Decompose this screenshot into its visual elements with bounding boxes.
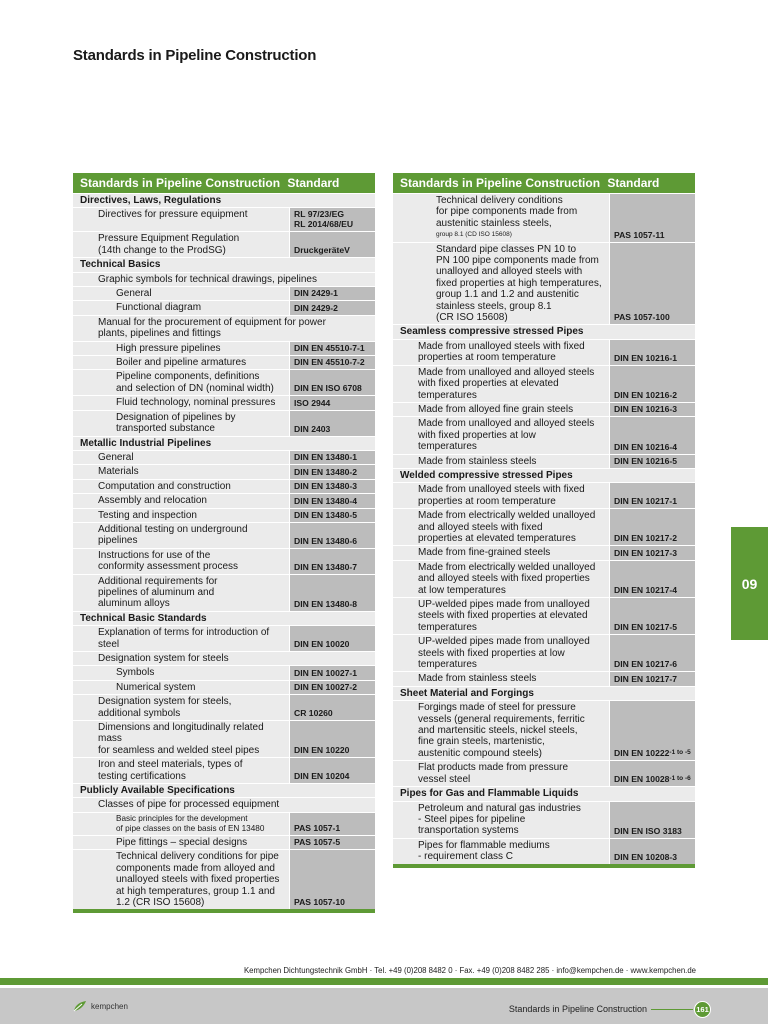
section-header bbox=[73, 193, 375, 207]
table-row bbox=[393, 454, 695, 468]
standard-code-text: DIN EN 10020 bbox=[294, 639, 350, 649]
standard-code bbox=[289, 232, 375, 257]
table-row bbox=[73, 574, 375, 611]
standard-code-text: DIN EN 10217-4 bbox=[614, 585, 678, 595]
row-label bbox=[393, 455, 609, 468]
standard-code bbox=[609, 366, 695, 402]
row-label-text: Designation system for steels bbox=[98, 653, 229, 664]
row-label bbox=[73, 208, 289, 231]
row-label bbox=[393, 701, 609, 760]
table-row bbox=[73, 548, 375, 574]
row-label bbox=[73, 666, 289, 679]
row-label bbox=[73, 509, 289, 522]
table-row bbox=[393, 634, 695, 671]
standard-code bbox=[609, 635, 695, 671]
row-label-text: Basic principles for the development of pipe classes on the basis of EN 13480 bbox=[116, 813, 265, 833]
standard-code bbox=[609, 787, 695, 800]
standard-code-range: -1 to -5 bbox=[669, 749, 691, 757]
row-label bbox=[393, 787, 609, 800]
row-label bbox=[393, 366, 609, 402]
table-row bbox=[73, 835, 375, 849]
row-label-text: Computation and construction bbox=[98, 480, 231, 492]
row-label-text: Made from stainless steels bbox=[418, 673, 537, 685]
table-row bbox=[73, 479, 375, 493]
standard-code bbox=[609, 455, 695, 468]
row-label-text: Additional requirements for pipelines of aluminum and aluminum alloys bbox=[98, 575, 218, 610]
table-header-std: Standard bbox=[287, 176, 340, 190]
row-label-text: Instructions for use of the conformity assessment process bbox=[98, 549, 239, 573]
section-header bbox=[393, 686, 695, 700]
row-label-text: Made from electrically welded unalloyed and alloyed steels with fixed properties at low temperatures bbox=[418, 561, 596, 596]
standard-code bbox=[289, 342, 375, 355]
standard-code-text: DIN EN 10217-7 bbox=[614, 673, 678, 684]
standard-code bbox=[609, 839, 695, 864]
standard-code bbox=[289, 695, 375, 720]
standard-code-text: DIN EN 45510-7-2 bbox=[294, 357, 365, 368]
standard-code-text: PAS 1057-5 bbox=[294, 837, 341, 848]
standard-code-text: DIN EN ISO 6708 bbox=[294, 383, 362, 394]
row-label-text: Technical delivery conditions for pipe components made from alloyed and unalloyed steels with fixed properties at high temperatures, group 1.1 and 1.2 (CR ISO 15608) bbox=[116, 851, 280, 908]
standard-code bbox=[289, 784, 375, 797]
row-label-text: Classes of pipe for processed equipment bbox=[98, 799, 280, 811]
row-label-text: Made from unalloyed steels with fixed properties at room temperature bbox=[418, 484, 585, 507]
table-row bbox=[73, 651, 375, 665]
row-label-text: Pipeline components, definitions and selection of DN (nominal width) bbox=[116, 371, 274, 394]
row-label-text: Graphic symbols for technical drawings, pipelines bbox=[98, 273, 317, 285]
standard-code-text: DIN EN 13480-2 bbox=[294, 466, 358, 477]
row-label-text: Designation of pipelines by transported substance bbox=[116, 411, 236, 435]
standard-code bbox=[289, 287, 375, 300]
row-label bbox=[73, 798, 375, 811]
standard-code-text: PAS 1057-1 bbox=[294, 822, 341, 833]
row-label-text: Made from fine-grained steels bbox=[418, 547, 551, 559]
standard-code bbox=[289, 575, 375, 611]
table-row bbox=[393, 365, 695, 402]
table-row bbox=[73, 450, 375, 464]
standard-code-text: DIN 2429-1 bbox=[294, 288, 338, 299]
row-label bbox=[73, 258, 289, 271]
row-label bbox=[393, 561, 609, 597]
row-label bbox=[393, 243, 609, 325]
standard-code-text: DIN 2403 bbox=[294, 423, 331, 434]
standard-code-text: DruckgeräteV bbox=[294, 245, 350, 256]
table-row bbox=[393, 838, 695, 864]
standard-code-text: DIN EN ISO 3183 bbox=[614, 825, 682, 836]
standard-code-text: CR 10260 bbox=[294, 708, 333, 719]
standard-code-range: -1 to -6 bbox=[669, 775, 691, 783]
standard-code bbox=[289, 721, 375, 757]
table-row bbox=[73, 231, 375, 257]
standards-table-right bbox=[393, 172, 695, 868]
standard-code-text: DIN EN 13480-4 bbox=[294, 495, 358, 506]
row-label bbox=[393, 483, 609, 508]
standard-code bbox=[609, 340, 695, 365]
row-label bbox=[73, 612, 289, 625]
row-label bbox=[73, 411, 289, 436]
row-label-text: General bbox=[116, 288, 152, 300]
row-label bbox=[73, 301, 289, 314]
table-row bbox=[393, 560, 695, 597]
table-header-std: Standard bbox=[607, 176, 660, 190]
row-label-text: Made from unalloyed and alloyed steels with fixed properties at low temperatures bbox=[418, 418, 595, 453]
row-label bbox=[73, 273, 375, 286]
row-label-text: Materials bbox=[98, 466, 139, 478]
row-label bbox=[73, 356, 289, 369]
section-header bbox=[73, 257, 375, 271]
table-row bbox=[73, 464, 375, 478]
row-label-text: Explanation of terms for introduction of steel bbox=[98, 627, 270, 650]
row-label bbox=[73, 316, 375, 341]
table-row bbox=[73, 720, 375, 757]
table-row bbox=[73, 341, 375, 355]
row-label-text: Made from stainless steels bbox=[418, 455, 537, 467]
row-label-text: Pipes for Gas and Flammable Liquids bbox=[400, 788, 579, 800]
standard-code-text: DIN EN 45510-7-1 bbox=[294, 343, 365, 354]
standard-code-text: DIN EN 10028 bbox=[614, 774, 670, 785]
row-label bbox=[73, 784, 289, 797]
standard-code-text: DIN EN 13480-3 bbox=[294, 481, 358, 492]
standard-code-text: DIN EN 13480-7 bbox=[294, 561, 358, 572]
row-label bbox=[393, 403, 609, 416]
table-row bbox=[73, 812, 375, 835]
standard-code-text: DIN EN 10222 bbox=[614, 748, 670, 759]
standard-code-text: DIN EN 10216-1 bbox=[614, 352, 678, 363]
section-header bbox=[393, 324, 695, 338]
row-label bbox=[73, 494, 289, 507]
row-label-text: Testing and inspection bbox=[98, 509, 197, 521]
standard-code bbox=[609, 761, 695, 786]
footer-title: Standards in Pipeline Construction bbox=[508, 1004, 647, 1014]
standards-table-left bbox=[73, 172, 375, 913]
standard-code-text: DIN EN 10208-3 bbox=[614, 851, 678, 862]
standard-code bbox=[609, 546, 695, 559]
standard-code bbox=[609, 483, 695, 508]
standard-code bbox=[609, 403, 695, 416]
standard-code-text: DIN EN 10216-4 bbox=[614, 441, 678, 452]
table-row bbox=[393, 339, 695, 365]
table-row bbox=[393, 193, 695, 242]
row-label-text: Made from alloyed fine grain steels bbox=[418, 403, 574, 415]
row-label bbox=[393, 546, 609, 559]
standard-code bbox=[289, 194, 375, 207]
table-header bbox=[73, 172, 375, 193]
row-label-text: Made from unalloyed and alloyed steels with fixed properties at elevated temperatures bbox=[418, 366, 595, 401]
standard-code bbox=[289, 494, 375, 507]
row-label-text: Directives, Laws, Regulations bbox=[80, 195, 222, 206]
section-header bbox=[393, 786, 695, 800]
row-label bbox=[73, 626, 289, 651]
table-row bbox=[393, 402, 695, 416]
row-label bbox=[73, 232, 289, 257]
standard-code bbox=[289, 465, 375, 478]
standard-code bbox=[289, 666, 375, 679]
table-row bbox=[73, 694, 375, 720]
standard-code bbox=[609, 598, 695, 634]
standard-code-text: DIN EN 10217-1 bbox=[614, 496, 678, 507]
standard-code bbox=[609, 687, 695, 700]
row-label-text: General bbox=[98, 451, 134, 463]
row-label bbox=[73, 437, 289, 450]
row-label-text: Technical delivery conditions for pipe components made from austenitic stainless steels, bbox=[436, 195, 578, 229]
section-header bbox=[73, 436, 375, 450]
standard-code-text: DIN EN 13480-5 bbox=[294, 509, 358, 520]
row-label bbox=[393, 687, 609, 700]
row-label-text: Additional testing on underground pipelines bbox=[98, 523, 248, 547]
row-label-text: Metallic Industrial Pipelines bbox=[80, 437, 212, 449]
table-row bbox=[73, 286, 375, 300]
row-label-text: Directives for pressure equipment bbox=[98, 209, 248, 221]
table-row bbox=[393, 700, 695, 760]
page-title: Standards in Pipeline Construction bbox=[73, 47, 317, 64]
standard-code bbox=[609, 672, 695, 685]
table-header-label: Standards in Pipeline Construction bbox=[400, 176, 601, 190]
row-label bbox=[393, 839, 609, 864]
standard-code-text: DIN EN 10217-6 bbox=[614, 659, 678, 670]
row-label-text: Technical Basic Standards bbox=[80, 612, 207, 624]
table-row bbox=[73, 522, 375, 548]
row-label bbox=[73, 549, 289, 574]
row-label-text: Pipe fittings – special designs bbox=[116, 836, 248, 848]
table-row bbox=[393, 242, 695, 325]
row-label-text: Technical Basics bbox=[80, 259, 161, 271]
standard-code-text: ISO 2944 bbox=[294, 397, 331, 408]
table-row bbox=[73, 369, 375, 395]
standard-code-text: DIN EN 13480-1 bbox=[294, 452, 358, 463]
row-label bbox=[73, 758, 289, 783]
row-label-text: High pressure pipelines bbox=[116, 342, 221, 354]
standard-code bbox=[289, 758, 375, 783]
row-label bbox=[393, 509, 609, 545]
standard-code-text: DIN EN 10216-5 bbox=[614, 455, 678, 466]
row-label bbox=[73, 523, 289, 548]
row-label-text: Made from electrically welded unalloyed and alloyed steels with fixed properties at elevated temperatures bbox=[418, 510, 596, 544]
standard-code bbox=[609, 469, 695, 482]
brand-name: kempchen bbox=[91, 1001, 128, 1011]
row-label-text: Flat products made from pressure vessel steel bbox=[418, 762, 569, 785]
row-label bbox=[393, 417, 609, 453]
table-row bbox=[73, 757, 375, 783]
page-number: 161 bbox=[694, 1001, 711, 1018]
standard-code-text: PAS 1057-11 bbox=[614, 229, 665, 240]
standard-code bbox=[609, 802, 695, 838]
standard-code bbox=[289, 626, 375, 651]
contact-info: Kempchen Dichtungstechnik GmbH · Tel. +49 (0)208 8482 0 · Fax. +49 (0)208 8482 285 · info@kempchen.de · www.kempchen.de bbox=[243, 966, 696, 975]
leaf-icon bbox=[73, 1000, 87, 1012]
standard-code bbox=[609, 561, 695, 597]
row-label bbox=[73, 194, 289, 207]
standard-code bbox=[289, 301, 375, 314]
row-label bbox=[73, 342, 289, 355]
table-row bbox=[73, 797, 375, 811]
table-row bbox=[73, 207, 375, 231]
standard-code bbox=[609, 325, 695, 338]
section-header bbox=[393, 468, 695, 482]
row-label bbox=[73, 836, 289, 849]
row-label-text: Assembly and relocation bbox=[98, 495, 207, 507]
standard-code-text: DIN EN 10216-2 bbox=[614, 389, 678, 400]
standard-code bbox=[289, 411, 375, 436]
standard-code bbox=[289, 396, 375, 409]
footer-divider bbox=[0, 978, 768, 985]
row-label-text: Seamless compressive stressed Pipes bbox=[400, 326, 584, 338]
table-header-label: Standards in Pipeline Construction bbox=[80, 176, 281, 190]
standard-code bbox=[289, 370, 375, 395]
row-label bbox=[393, 325, 609, 338]
standard-code-text: DIN 2429-2 bbox=[294, 302, 338, 313]
footer-line bbox=[651, 1009, 693, 1010]
row-label bbox=[73, 465, 289, 478]
row-label bbox=[73, 850, 289, 909]
standard-code-text: DIN EN 10217-5 bbox=[614, 622, 678, 633]
standard-code bbox=[289, 612, 375, 625]
standard-code bbox=[289, 480, 375, 493]
standard-code bbox=[289, 437, 375, 450]
standard-code bbox=[609, 194, 695, 242]
row-label bbox=[73, 575, 289, 611]
table-row bbox=[73, 300, 375, 314]
standard-code bbox=[609, 701, 695, 760]
standard-code bbox=[289, 850, 375, 909]
standard-code bbox=[289, 451, 375, 464]
standard-code-text: DIN EN 10217-2 bbox=[614, 533, 678, 544]
row-label-text: Publicly Available Specifications bbox=[80, 785, 235, 797]
standard-code bbox=[609, 417, 695, 453]
row-label bbox=[393, 598, 609, 634]
table-row bbox=[393, 801, 695, 838]
row-label bbox=[393, 340, 609, 365]
table-row bbox=[393, 597, 695, 634]
row-label-sub: group 8.1 (CD ISO 15608) bbox=[436, 231, 512, 239]
standard-code-text: RL 97/23/EG RL 2014/68/EU bbox=[294, 209, 354, 230]
standard-code bbox=[289, 208, 375, 231]
table-row bbox=[393, 545, 695, 559]
table-row bbox=[393, 482, 695, 508]
table-row bbox=[393, 416, 695, 453]
standard-code-text: DIN EN 13480-8 bbox=[294, 598, 358, 609]
standard-code bbox=[289, 549, 375, 574]
row-label bbox=[393, 802, 609, 838]
table-row bbox=[73, 680, 375, 694]
row-label-text: UP-welded pipes made from unalloyed steels with fixed properties at elevated temperatures bbox=[418, 599, 590, 633]
row-label bbox=[73, 370, 289, 395]
row-label-text: Boiler and pipeline armatures bbox=[116, 357, 247, 369]
standard-code bbox=[289, 681, 375, 694]
table-row bbox=[73, 410, 375, 436]
standard-code-text: PAS 1057-100 bbox=[614, 312, 670, 323]
table-row bbox=[73, 395, 375, 409]
section-header bbox=[73, 611, 375, 625]
row-label-text: Iron and steel materials, types of testing certifications bbox=[98, 759, 243, 782]
row-label-text: Functional diagram bbox=[116, 302, 202, 314]
row-label bbox=[73, 287, 289, 300]
section-header bbox=[73, 783, 375, 797]
row-label-text: Fluid technology, nominal pressures bbox=[116, 397, 276, 409]
row-label bbox=[73, 396, 289, 409]
table-row bbox=[73, 272, 375, 286]
standard-code bbox=[289, 813, 375, 835]
row-label bbox=[393, 469, 609, 482]
row-label bbox=[73, 721, 289, 757]
standard-code-text: DIN EN 10217-3 bbox=[614, 547, 678, 558]
row-label bbox=[393, 672, 609, 685]
row-label-text: Designation system for steels, additional symbols bbox=[98, 696, 232, 719]
row-label-text: Pressure Equipment Regulation (14th change to the ProdSG) bbox=[98, 233, 240, 256]
row-label-text: Numerical system bbox=[116, 681, 196, 693]
standard-code-text: DIN EN 10216-3 bbox=[614, 404, 678, 415]
table-row bbox=[393, 508, 695, 545]
table-row bbox=[73, 493, 375, 507]
table-row bbox=[73, 625, 375, 651]
table-row bbox=[73, 355, 375, 369]
chapter-tab[interactable]: 09 bbox=[731, 527, 768, 640]
standard-code-text: PAS 1057-10 bbox=[294, 897, 345, 908]
row-label-text: Made from unalloyed steels with fixed properties at room temperature bbox=[418, 340, 585, 364]
row-label bbox=[73, 681, 289, 694]
brand-logo bbox=[73, 1000, 128, 1012]
row-label-text: Petroleum and natural gas industries - Steel pipes for pipeline transportation systems bbox=[418, 802, 581, 837]
standard-code bbox=[609, 243, 695, 325]
row-label-text: UP-welded pipes made from unalloyed steels with fixed properties at low temperatures bbox=[418, 636, 590, 671]
standard-code bbox=[289, 356, 375, 369]
table-row bbox=[73, 849, 375, 909]
row-label-text: Dimensions and longitudinally related mass for seamless and welded steel pipes bbox=[98, 722, 264, 756]
standard-code-text: DIN EN 13480-6 bbox=[294, 535, 358, 546]
row-label-text: Symbols bbox=[116, 667, 155, 679]
row-label bbox=[73, 813, 289, 835]
row-label bbox=[73, 695, 289, 720]
standard-code bbox=[289, 509, 375, 522]
table-row bbox=[73, 508, 375, 522]
row-label bbox=[73, 652, 375, 665]
standard-code-text: DIN EN 10204 bbox=[294, 771, 350, 782]
row-label bbox=[393, 761, 609, 786]
table-body bbox=[73, 193, 375, 909]
row-label-text: Forgings made of steel for pressure vessels (general requirements, ferritic and martensitic steels, nickel steels, fine grain steels, martenistic, austenitic compound steels) bbox=[418, 702, 585, 759]
table-header bbox=[393, 172, 695, 193]
row-label bbox=[73, 480, 289, 493]
row-label-text: Sheet Material and Forgings bbox=[400, 687, 534, 699]
table-row bbox=[73, 665, 375, 679]
row-label-text: Pipes for flammable mediums - requirement class C bbox=[418, 839, 550, 863]
standard-code bbox=[289, 258, 375, 271]
row-label bbox=[393, 194, 609, 242]
table-row bbox=[73, 315, 375, 341]
row-label-text: Manual for the procurement of equipment for power plants, pipelines and fittings bbox=[98, 316, 326, 340]
standard-code bbox=[289, 836, 375, 849]
standard-code bbox=[609, 509, 695, 545]
row-label bbox=[73, 451, 289, 464]
row-label-text: Welded compressive stressed Pipes bbox=[400, 469, 573, 481]
standard-code-text: DIN EN 10220 bbox=[294, 745, 350, 756]
table-body bbox=[393, 193, 695, 864]
standard-code bbox=[289, 523, 375, 548]
row-label-text: Standard pipe classes PN 10 to PN 100 pipe components made from unalloyed and alloyed steels with fixed properties at high temperatures, group 1.1 and 1.2 and austenitic stainless steels, group 8.1 (CR ISO 15608) bbox=[436, 243, 602, 324]
row-label bbox=[393, 635, 609, 671]
standard-code-text: DIN EN 10027-2 bbox=[294, 682, 358, 693]
table-row bbox=[393, 671, 695, 685]
table-row bbox=[393, 760, 695, 786]
standard-code-text: DIN EN 10027-1 bbox=[294, 667, 358, 678]
